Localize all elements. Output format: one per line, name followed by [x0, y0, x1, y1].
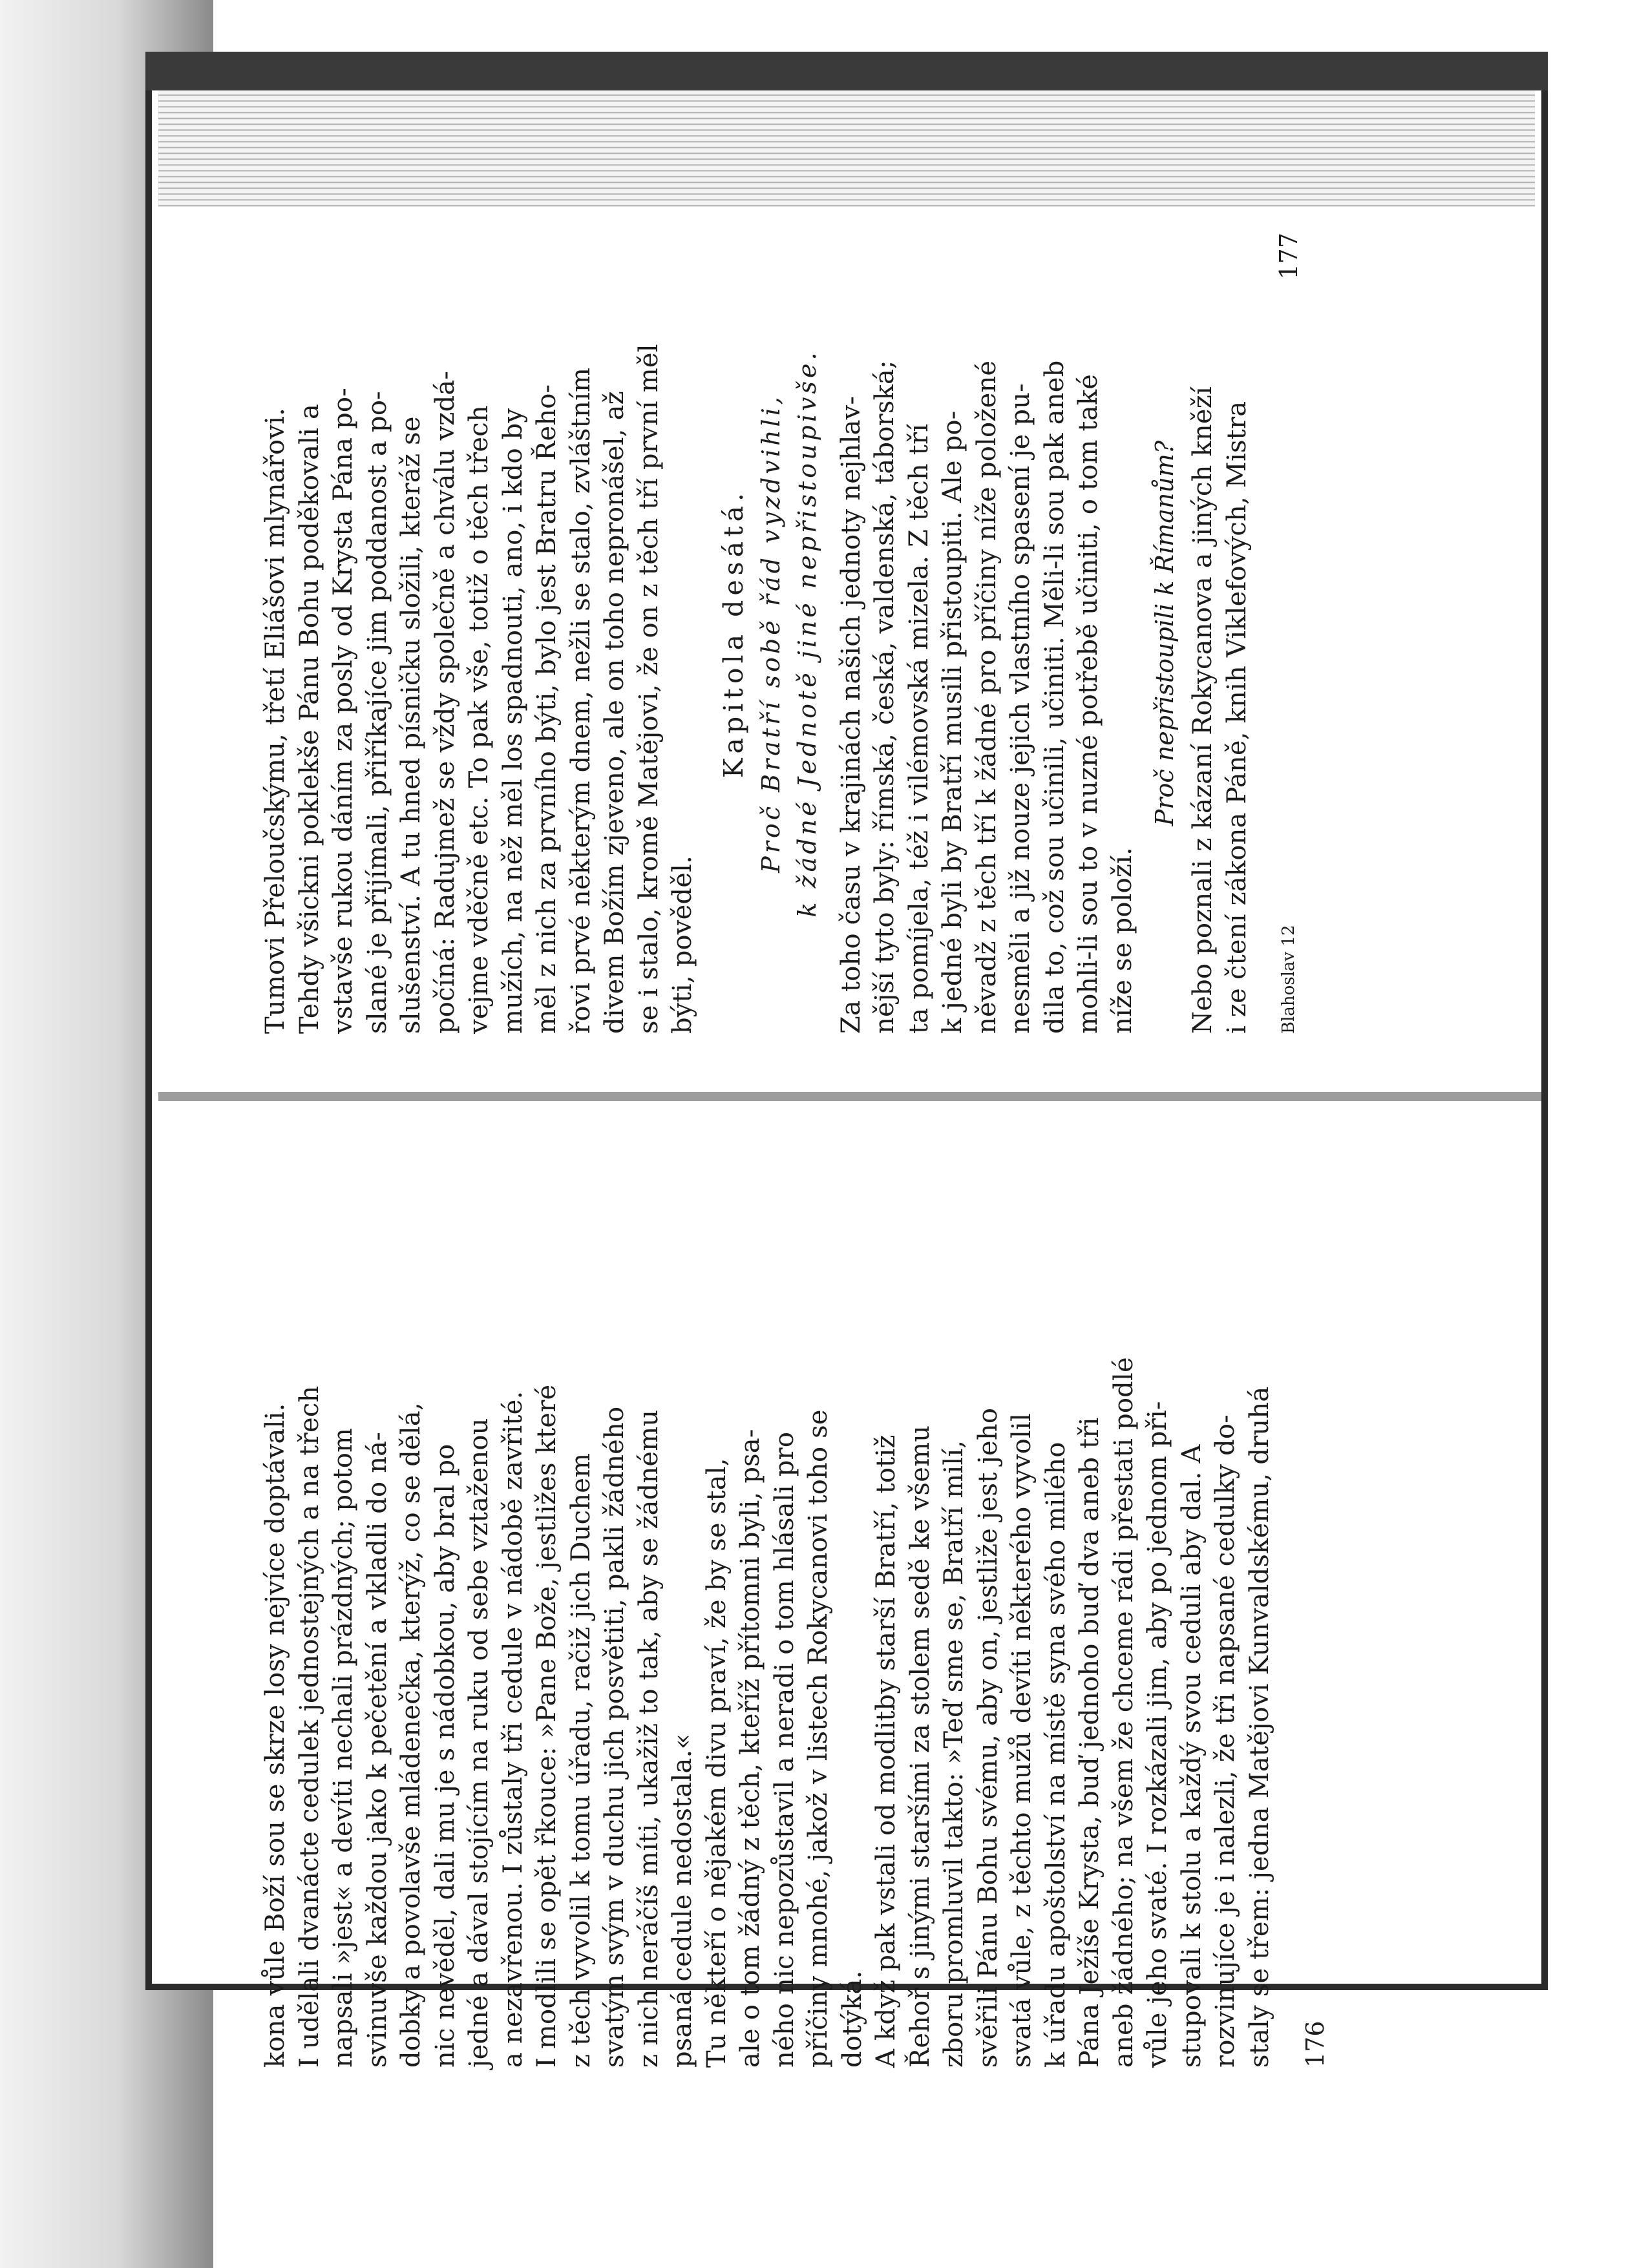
text-line: nější tyto byly: římská, česká, valdenská, táborská; — [870, 360, 900, 1034]
left-page-text — [259, 1111, 1276, 2068]
text-line: měl z nich za prvního býti, bylo jest Bratru Řeho- — [532, 384, 562, 1034]
right-page-text-bottom — [1186, 233, 1254, 1034]
text-line: svatým svým v duchu jich posvětiti, pakli žádného — [600, 1406, 629, 2068]
text-line: Pána Ježíše Krysta, buď jednoho buď dva aneb tři — [1075, 1417, 1104, 2068]
page-number-177: 177 — [1274, 233, 1303, 280]
text-line: se i stalo, kromě Matějovi, že on z těch tří první měl — [633, 344, 664, 1034]
text-line: vstavše rukou dáním za posly od Krysta Pána po- — [328, 388, 358, 1034]
text-line: vejme vděčně etc. To pak vše, totiž o těch třech — [464, 405, 494, 1034]
text-line: slušenství. A tu hned písničku složili, kteráž se — [396, 416, 426, 1034]
book-gutter — [158, 1092, 1541, 1101]
right-page-footer — [1269, 233, 1308, 1034]
text-line: mohli-li sou to v nuzné potřebě učiniti, o tom také — [1073, 373, 1103, 1034]
text-line: ného nic nepozůstavil a neradi o tom hlásali pro — [769, 1431, 799, 2068]
text-line: Nebo poznali z kázaní Rokycanova a jiných kněží — [1188, 386, 1218, 1034]
text-line: k úřadu apoštolství na místě syna svého milého — [1041, 1442, 1071, 2068]
text-line: psaná cedule nedostala.« — [668, 1733, 697, 2068]
text-line: zboru promluvil takto: »Teď sme se, Bratří milí, — [939, 1440, 969, 2068]
text-line: příčiny mnohé, jakož v listech Rokycanovi toho se — [803, 1409, 833, 2068]
text-line: z těch vyvolil k tomu úřadu, račiž jich Duchem — [565, 1453, 596, 2068]
text-line: napsali »jest« a devíti nechali prázdných; potom — [328, 1427, 358, 2068]
text-line: kona vůle Boží sou se skrze losy nejvíce doptávali. — [260, 1403, 290, 2068]
text-line: dila to, což sou učinili, učiniti. Měli-li sou pak aneb — [1039, 360, 1070, 1034]
text-line: nic nevěděl, dali mu je s nádobkou, aby bral po — [430, 1444, 460, 2068]
text-line: staly se třem: jedna Matějovi Kunvaldskému, druhá — [1244, 1386, 1274, 2068]
text-line: aneb žádného; na všem že chceme rádi přestati podlé — [1108, 1357, 1139, 2068]
left-page — [259, 1111, 1357, 2068]
text-line: I udělali dvanácte cedulek jednostejných a na třech — [294, 1385, 324, 2068]
text-line: něvadž z těch tří k žádné pro příčiny níže položené — [971, 360, 1002, 1034]
right-page — [259, 233, 1357, 1034]
text-line: i ze čtení zákona Páně, knih Viklefových, Mistra — [1221, 401, 1252, 1034]
chapter-title-line-1: Proč Bratří sobě řád vyzdvihli, — [756, 394, 785, 873]
page-number-176: 176 — [1301, 2021, 1329, 2068]
text-line: řovi prvé některým dnem, nežli se stalo, zvláštním — [565, 367, 596, 1034]
text-line: rozvinujíce je i nalezli, že tři napsané cedulky do- — [1210, 1414, 1240, 2068]
book-cover-edge — [145, 52, 1548, 90]
text-line: ale o tom žádný z těch, kteříž přítomni byli, psa- — [735, 1429, 765, 2068]
text-line: Za toho času v krajinách našich jednoty nejhlav- — [836, 395, 866, 1034]
text-line: slané je přijímali, přiříkajíce jim poddanost a po- — [362, 391, 392, 1034]
section-subheading: Proč nepřistoupili k Římanům? — [1150, 440, 1179, 826]
text-line: I modlili se opět řkouce: »Pane Bože, jestližes které — [532, 1384, 562, 2068]
text-line: ta pomíjela, též i vilémovská mizela. Z těch tří — [903, 423, 934, 1034]
text-line: dobky a povolavše mládenečka, kterýž, co se dělá, — [396, 1402, 426, 2068]
text-line: vůle jeho svaté. I rozkázali jim, aby po jednom při- — [1143, 1401, 1172, 2068]
text-line: níže se položí. — [1107, 846, 1137, 1034]
text-line: Tu někteří o nějakém divu praví, že by se stal, — [701, 1458, 732, 2068]
right-page-text-top — [259, 233, 700, 1034]
text-line: jedné a dával stojícím na ruku od sebe vztaženou — [464, 1418, 494, 2068]
text-line: Tehdy všickni poklekše Pánu Bohu poděkovali a — [294, 403, 324, 1034]
text-line: k jedné byli by Bratří musili přistoupiti. Ale po- — [938, 410, 967, 1034]
text-line: a nezavřenou. I zůstaly tři cedule v nádobě zavřité. — [498, 1391, 528, 2068]
text-line: svatá vůle, z těchto mužů devíti některého vyvolil — [1007, 1413, 1037, 2068]
text-line: A když pak vstali od modlitby starší Bratří, totiž — [871, 1434, 901, 2068]
text-line: z nich neráčíš míti, ukažiž to tak, aby se žádnému — [633, 1409, 664, 2068]
text-line: mužích, na něž měl los spadnouti, ano, i kdo by — [498, 408, 528, 1034]
text-line: dotýká. — [837, 1970, 867, 2068]
text-line: svinuvše každou jako k pečetění a vkladli do ná- — [362, 1432, 392, 2068]
chapter-heading: Kapitola desátá. — [717, 488, 749, 779]
text-line: Tumovi Přeloučskýmu, třetí Eliášovi mlynářovi. — [260, 407, 290, 1034]
text-line: býti, pověděl. — [668, 855, 697, 1034]
chapter-title-line-2: k žádné Jednotě jiné nepřistoupivše. — [792, 349, 821, 918]
text-line: stupovali k stolu a každý svou ceduli aby dal. A — [1176, 1444, 1207, 2068]
text-line: Řehoř s jinými staršími za stolem sedě ke všemu — [905, 1425, 935, 2068]
right-page-text-middle — [834, 233, 1140, 1034]
signature-mark: Blahoslav 12 — [1279, 925, 1298, 1034]
page-edges — [158, 90, 1535, 207]
text-line: nesměli a již nouze jejich vlastního spasení je pu- — [1006, 383, 1035, 1034]
text-line: svěřili Pánu Bohu svému, aby on, jestliže jest jeho — [973, 1407, 1003, 2068]
text-line: počíná: Radujmež se vždy společně a chválu vzdá- — [430, 370, 460, 1034]
text-line: divem Božím zjeveno, ale on toho nepronášel, až — [600, 391, 629, 1034]
